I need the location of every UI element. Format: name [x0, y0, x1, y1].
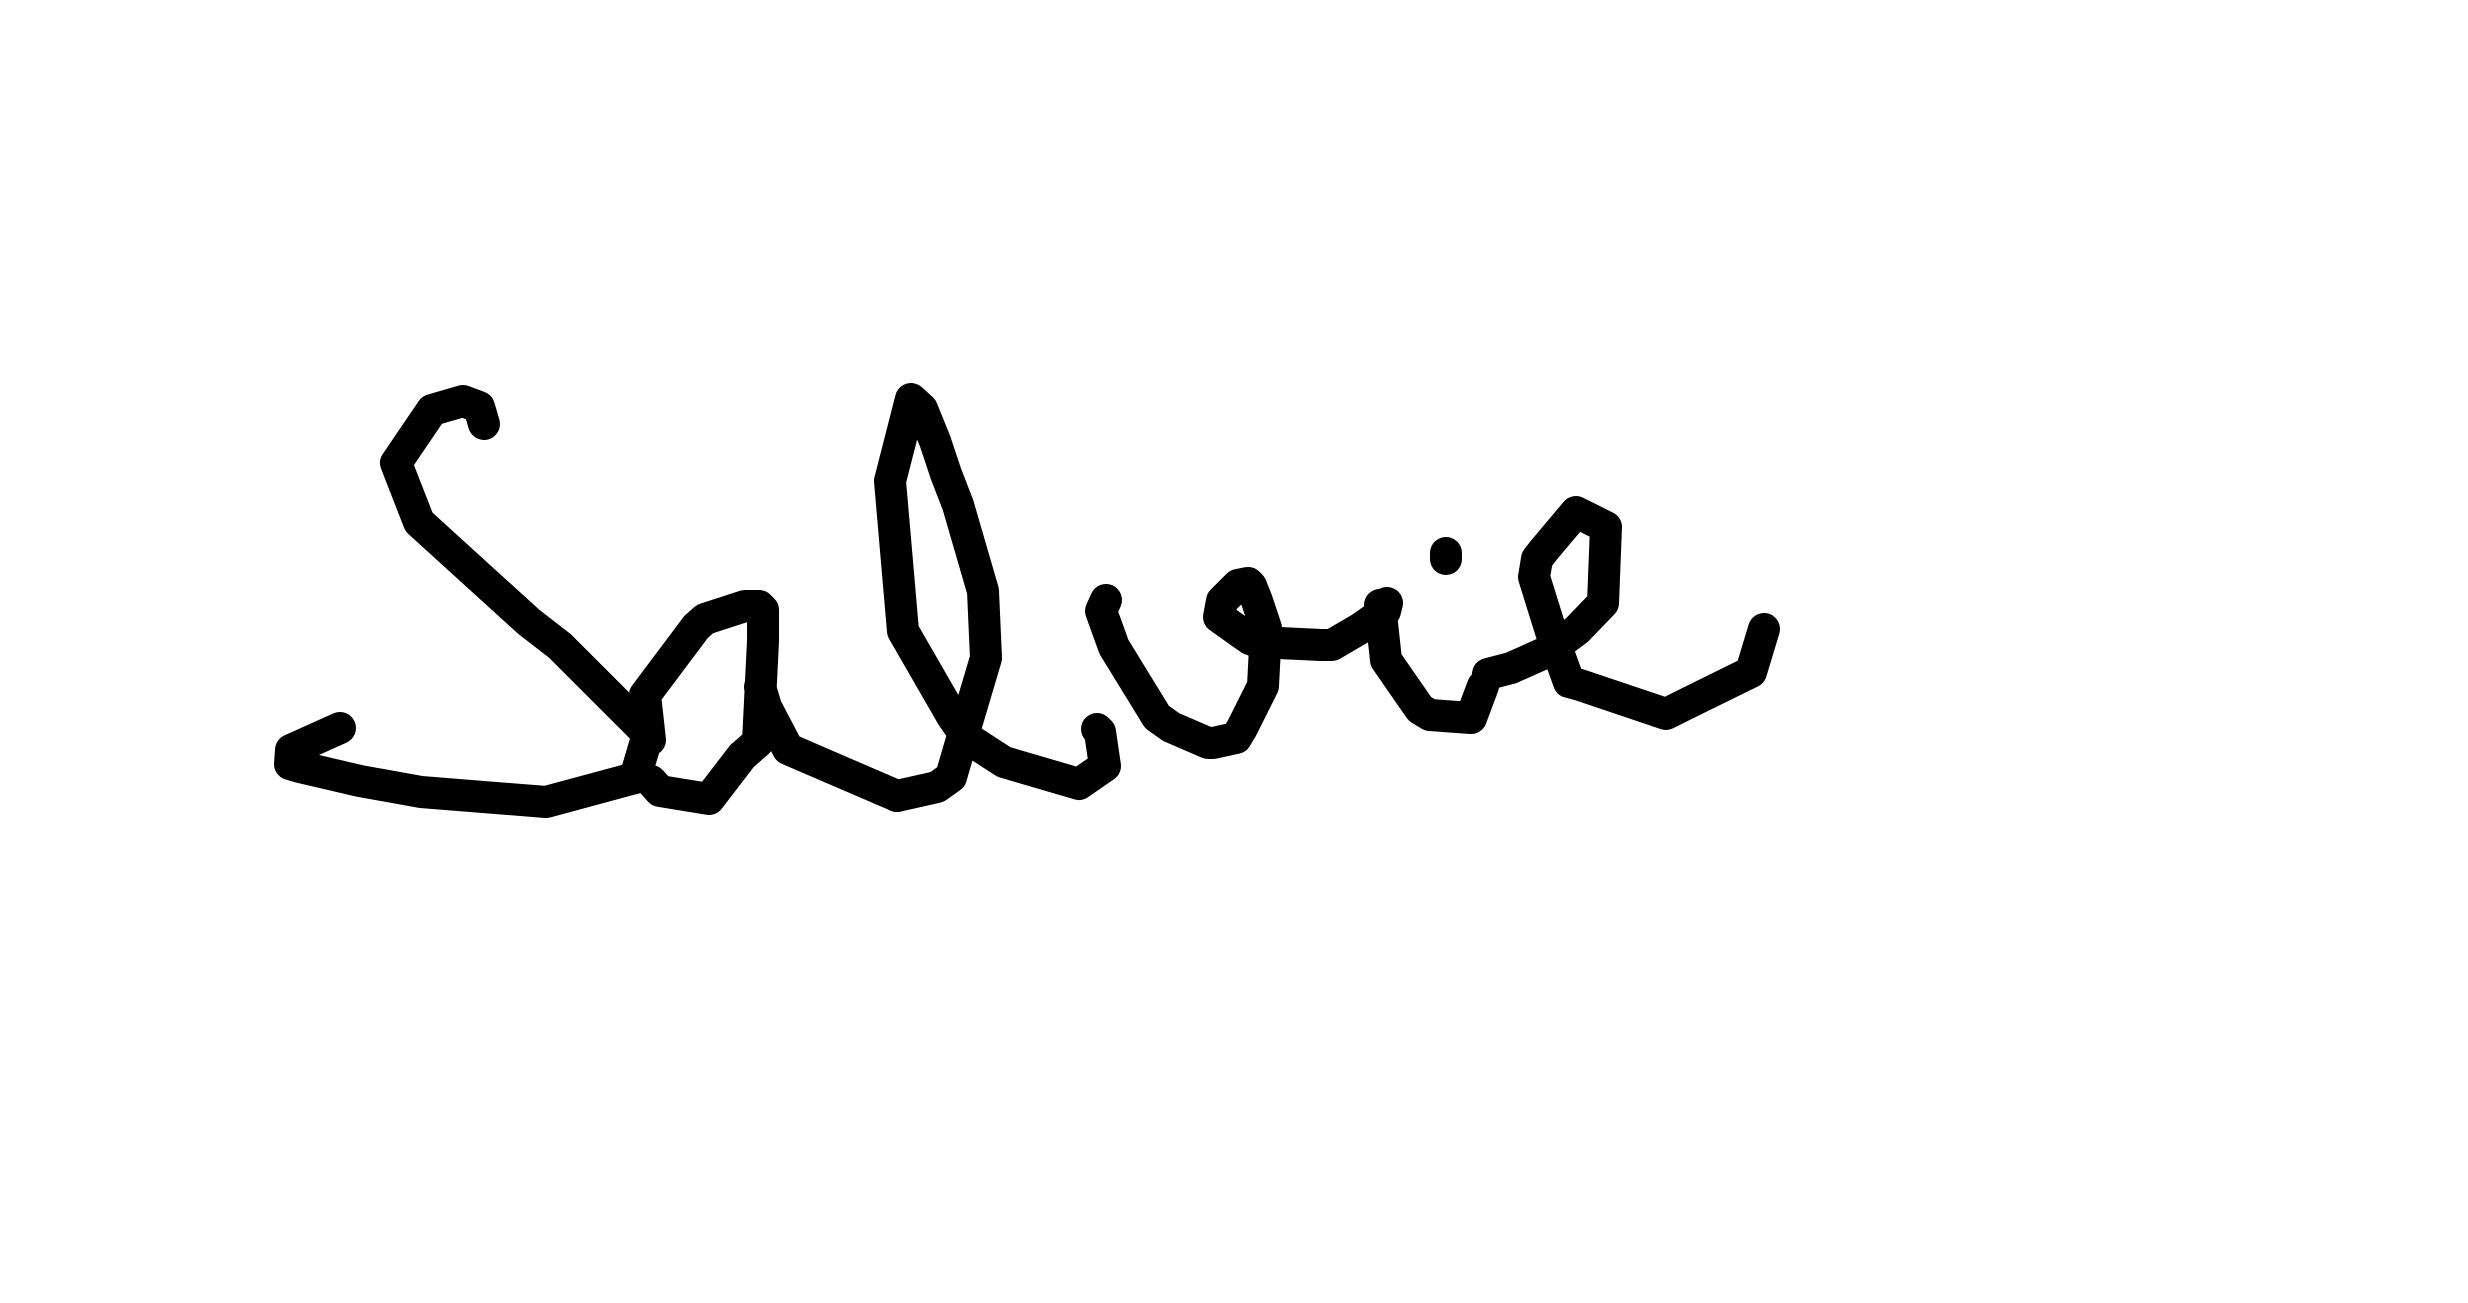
signature-stroke-l [890, 399, 1105, 796]
signature-stroke-s [290, 401, 648, 802]
signature-stroke-a [645, 606, 763, 799]
signature-stroke-v [1101, 583, 1387, 743]
signature-stroke-e [1488, 512, 1764, 714]
signature-stroke-connector-1 [760, 687, 897, 796]
signature-ink [290, 399, 1764, 802]
signature-stroke-i [1380, 604, 1483, 718]
